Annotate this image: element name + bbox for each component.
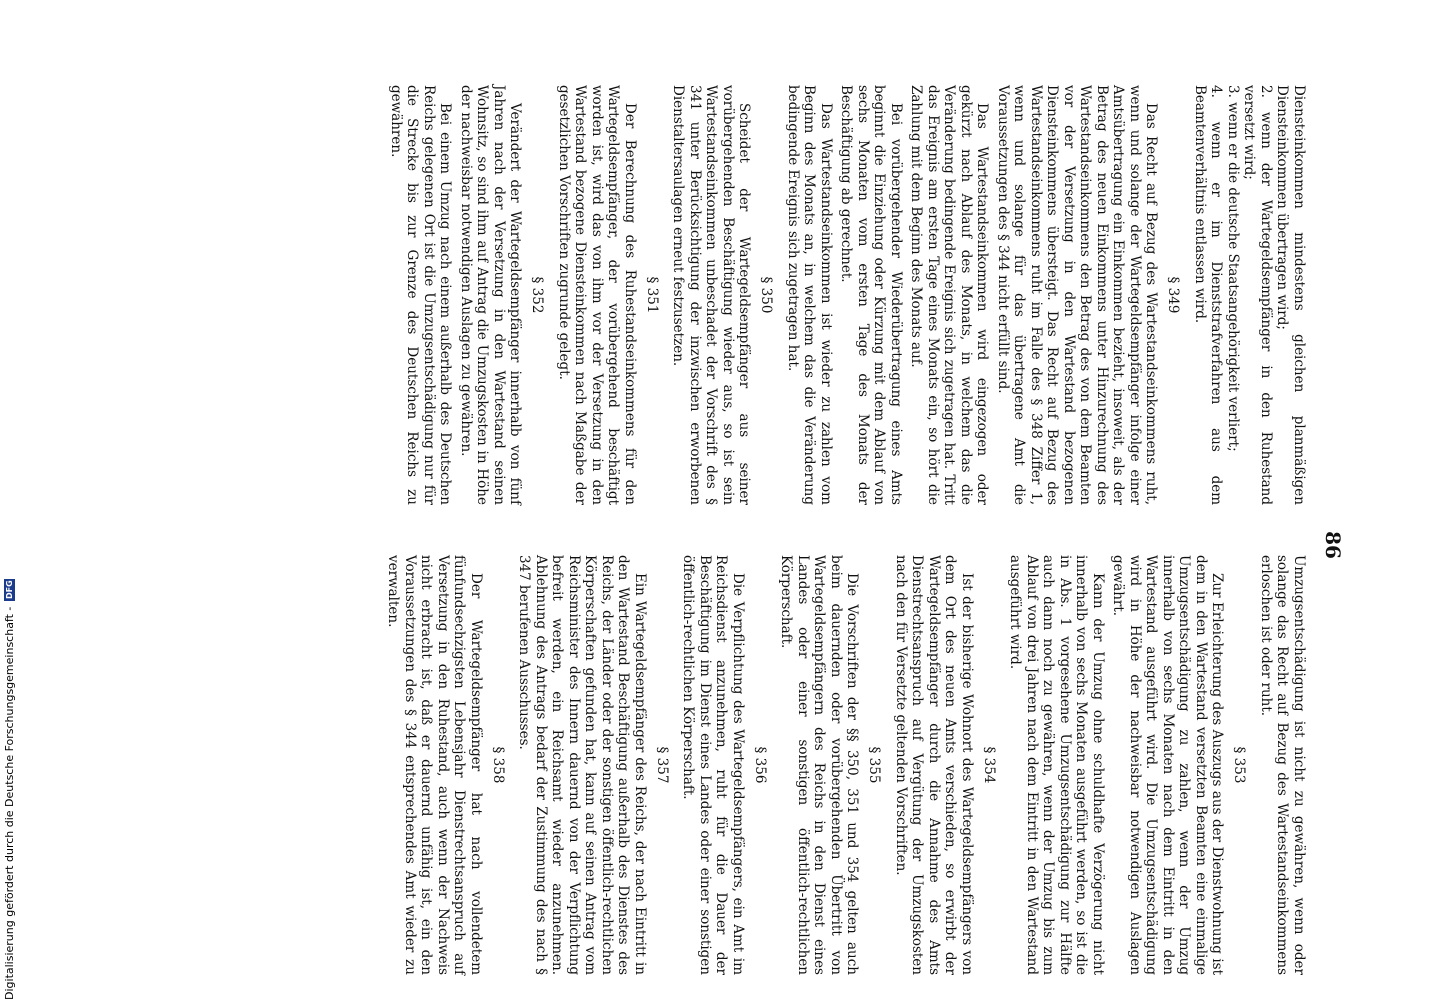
page-number: 86 [1321,531,1345,559]
footer-text: Digitalisierung gefördert durch die Deutsche Forschungsgemeinschaft - [2,606,16,1000]
paragraph: Bei vorübergehender Wiederübertragung eines Amts beginnt die Einziehung oder Kürzung mit dem Ablauf von sechs Monaten vom ersten Tage des Monats der Beschäftigung ab gerechnet. [838,85,904,505]
paragraph: Die Vorschriften der §§ 350, 351 und 354 gelten auch beim dauernden oder vorübergehenden Übertritt von Wartegeldsempfängern des Reichs in den Dienst eines Landes oder einer sonstigen öffentlich-rechtlichen Körperschaft. [778,555,861,975]
paragraph: Ein Wartegeldsempfänger des Reichs, der nach Eintritt in den Wartestand Beschäftigung außerhalb des Dienstes des Reichs, der Länder oder der sonstigen öffentlich-rechtlichen Körperschaften gefunden hat, kann auf seinen Antrag vom Reichsminister des Innern dauernd von der Verpflichtung befreit werden, ein Reichsamt wieder anzunehmen. Ablehnung des Antrags bedarf der Zustimmung des nach § 347 berufenen Ausschusses. [516,555,648,975]
paragraph: Umzugsentschädigung ist nicht zu gewähren, wenn oder solange das Recht auf Bezug des Wartestandseinkommens erloschen ist oder ruht. [1258,555,1307,975]
paragraph: Zur Erleichterung des Auszugs aus der Dienstwohnung ist dem in den Wartestand versetzten Beamten eine einmalige Umzugsentschädigung zu zahlen, wenn der Umzug innerhalb von sechs Monaten nach dem Eintritt in den Wartestand ausgeführt wird. Die Umzugsentschädigung wird in Höhe der nachweisbar notwendigen Auslagen gewährt. [1110,555,1226,975]
section-heading: § 358 [490,746,506,784]
paragraph: Das Recht auf Bezug des Wartestandseinkommens ruht, wenn und solange der Wartegeldsempfänger infolge einer Amtsübertragung ein Einkommen bezieht, insoweit, als der Betrag des neuen Einkommens unter Hinzurechnung des Wartestandseinkommens den Betrag des von dem Beamten vor der Versetzung in den Wartestand bezogenen Diensteinkommens übersteigt. Das Recht auf Bezug des Wartestandseinkommens ruht im Falle des § 348 Ziffer 1, wenn und solange für das übertragene Amt die Voraussetzungen des § 344 nicht erfüllt sind. [995,85,1160,505]
rotated-page [115,85,1345,1005]
section-heading: § 352 [529,276,546,314]
digitization-footer [2,0,16,1000]
list-item: 3. wenn er die deutsche Staatsangehörigkeit verliert; [1225,85,1241,452]
left-column [384,85,1308,505]
section-heading: § 354 [981,746,997,784]
list-item: Diensteinkommen mindestens gleichen planmäßigen Diensteinkommen übertragen wird; [1274,85,1307,505]
paragraph: Die Verpflichtung des Wartegeldsempfängers, ein Amt im Reichsdienst anzunehmen, ruht für die Dauer der Beschäftigung im Dienst eines Landes oder einer sonstigen öffentlich-rechtlichen Körperschaft. [680,555,746,975]
numbered-list [1192,85,1308,505]
list-item: 2. wenn der Wartegeldsempfänger in den Ruhestand versetzt wird; [1241,85,1274,505]
section-heading: § 349 [1165,276,1182,314]
section-heading: § 351 [644,276,660,314]
dfg-logo-icon: DFG [4,580,14,599]
paragraph: Scheidet der Wartegeldsempfänger aus seiner vorübergehenden Beschäftigung wieder aus, so ist sein Wartestandseinkommen unbeschadet der Vorschrift des § 341 unter Berücksichtigung der inzwischen erworbenen Dienstaltersaulagen erneut festzusetzen. [670,85,753,505]
paragraph: Der Wartegeldsempfänger hat nach vollendetem fünfundsechzigsten Lebensjahr Dienstrechtsanspruch auf Versetzung in den Ruhestand, auch wenn der Nachweis nicht erbracht ist, daß er dauernd unfähig ist, ein den Voraussetzungen des § 344 entsprechendes Amt wieder zu verwalten. [385,555,484,975]
paragraph: Verändert der Wartegeldsempfänger innerhalb von fünf Jahren nach der Versetzung in den Wartestand seinen Wohnsitz, so sind ihm auf Antrag die Umzugskosten in Höhe der nachweisbar notwendigen Auslagen zu gewähren. [458,85,524,505]
paragraph: Der Berechnung des Ruhestandseinkommens für den Wartegeldsempfänger, der vorübergehend beschäftigt worden ist, wird das von ihm vor der Versetzung in den Wartestand bezogene Diensteinkommen nach Maßgabe der gesetzlichen Vorschriften zugrunde gelegt. [556,85,638,505]
paragraph: Das Wartestandseinkommen ist wieder zu zahlen vom Beginn des Monats an, in welchem das die Veränderung bedingende Ereignis sich zugetragen hat. [785,85,834,505]
section-heading: § 357 [654,746,670,784]
right-column [381,555,1307,975]
list-item: 4. wenn er im Dienststrafverfahren aus dem Beamtenverhältnis entlassen wird. [1192,85,1225,505]
paragraph: Kann der Umzug ohne schuldhafte Verzögerung nicht innerhalb von sechs Monaten ausgeführt werden, so ist die in Abs. 1 vorgesehene Umzugsentschädigung zur Hälfte auch dann noch zu gewähren, wenn der Umzug bis zum Ablauf von drei Jahren nach dem Eintritt in den Wartestand ausgeführt wird. [1007,555,1106,975]
section-heading: § 350 [758,276,775,314]
paragraph: Das Wartestandseinkommen wird eingezogen oder gekürzt nach Ablauf des Monats, in welchem das die Veränderung bedingende Ereignis sich zugetragen hat. Tritt das Ereignis am ersten Tage eines Monats ein, so hört die Zahlung mit dem Beginn des Monats auf. [908,85,991,505]
section-heading: § 356 [752,746,768,784]
paragraph: Ist der bisherige Wohnort des Wartegeldsempfängers von dem Ort des neuen Amts verschieden, so erwirbt der Wartegeldsempfänger durch die Annahme des Amts Dienstrechtsanspruch auf Vergütung der Umzugskosten nach den für Versetzte geltenden Vorschriften. [893,555,975,975]
paragraph: Bei einem Umzug nach einem außerhalb des Deutschen Reichs gelegenen Ort ist die Umzugsentschädigung nur für die Strecke bis zur Grenze des Deutschen Reichs zu gewähren. [388,85,454,505]
section-heading: § 353 [1231,746,1248,784]
section-heading: § 355 [866,746,883,784]
